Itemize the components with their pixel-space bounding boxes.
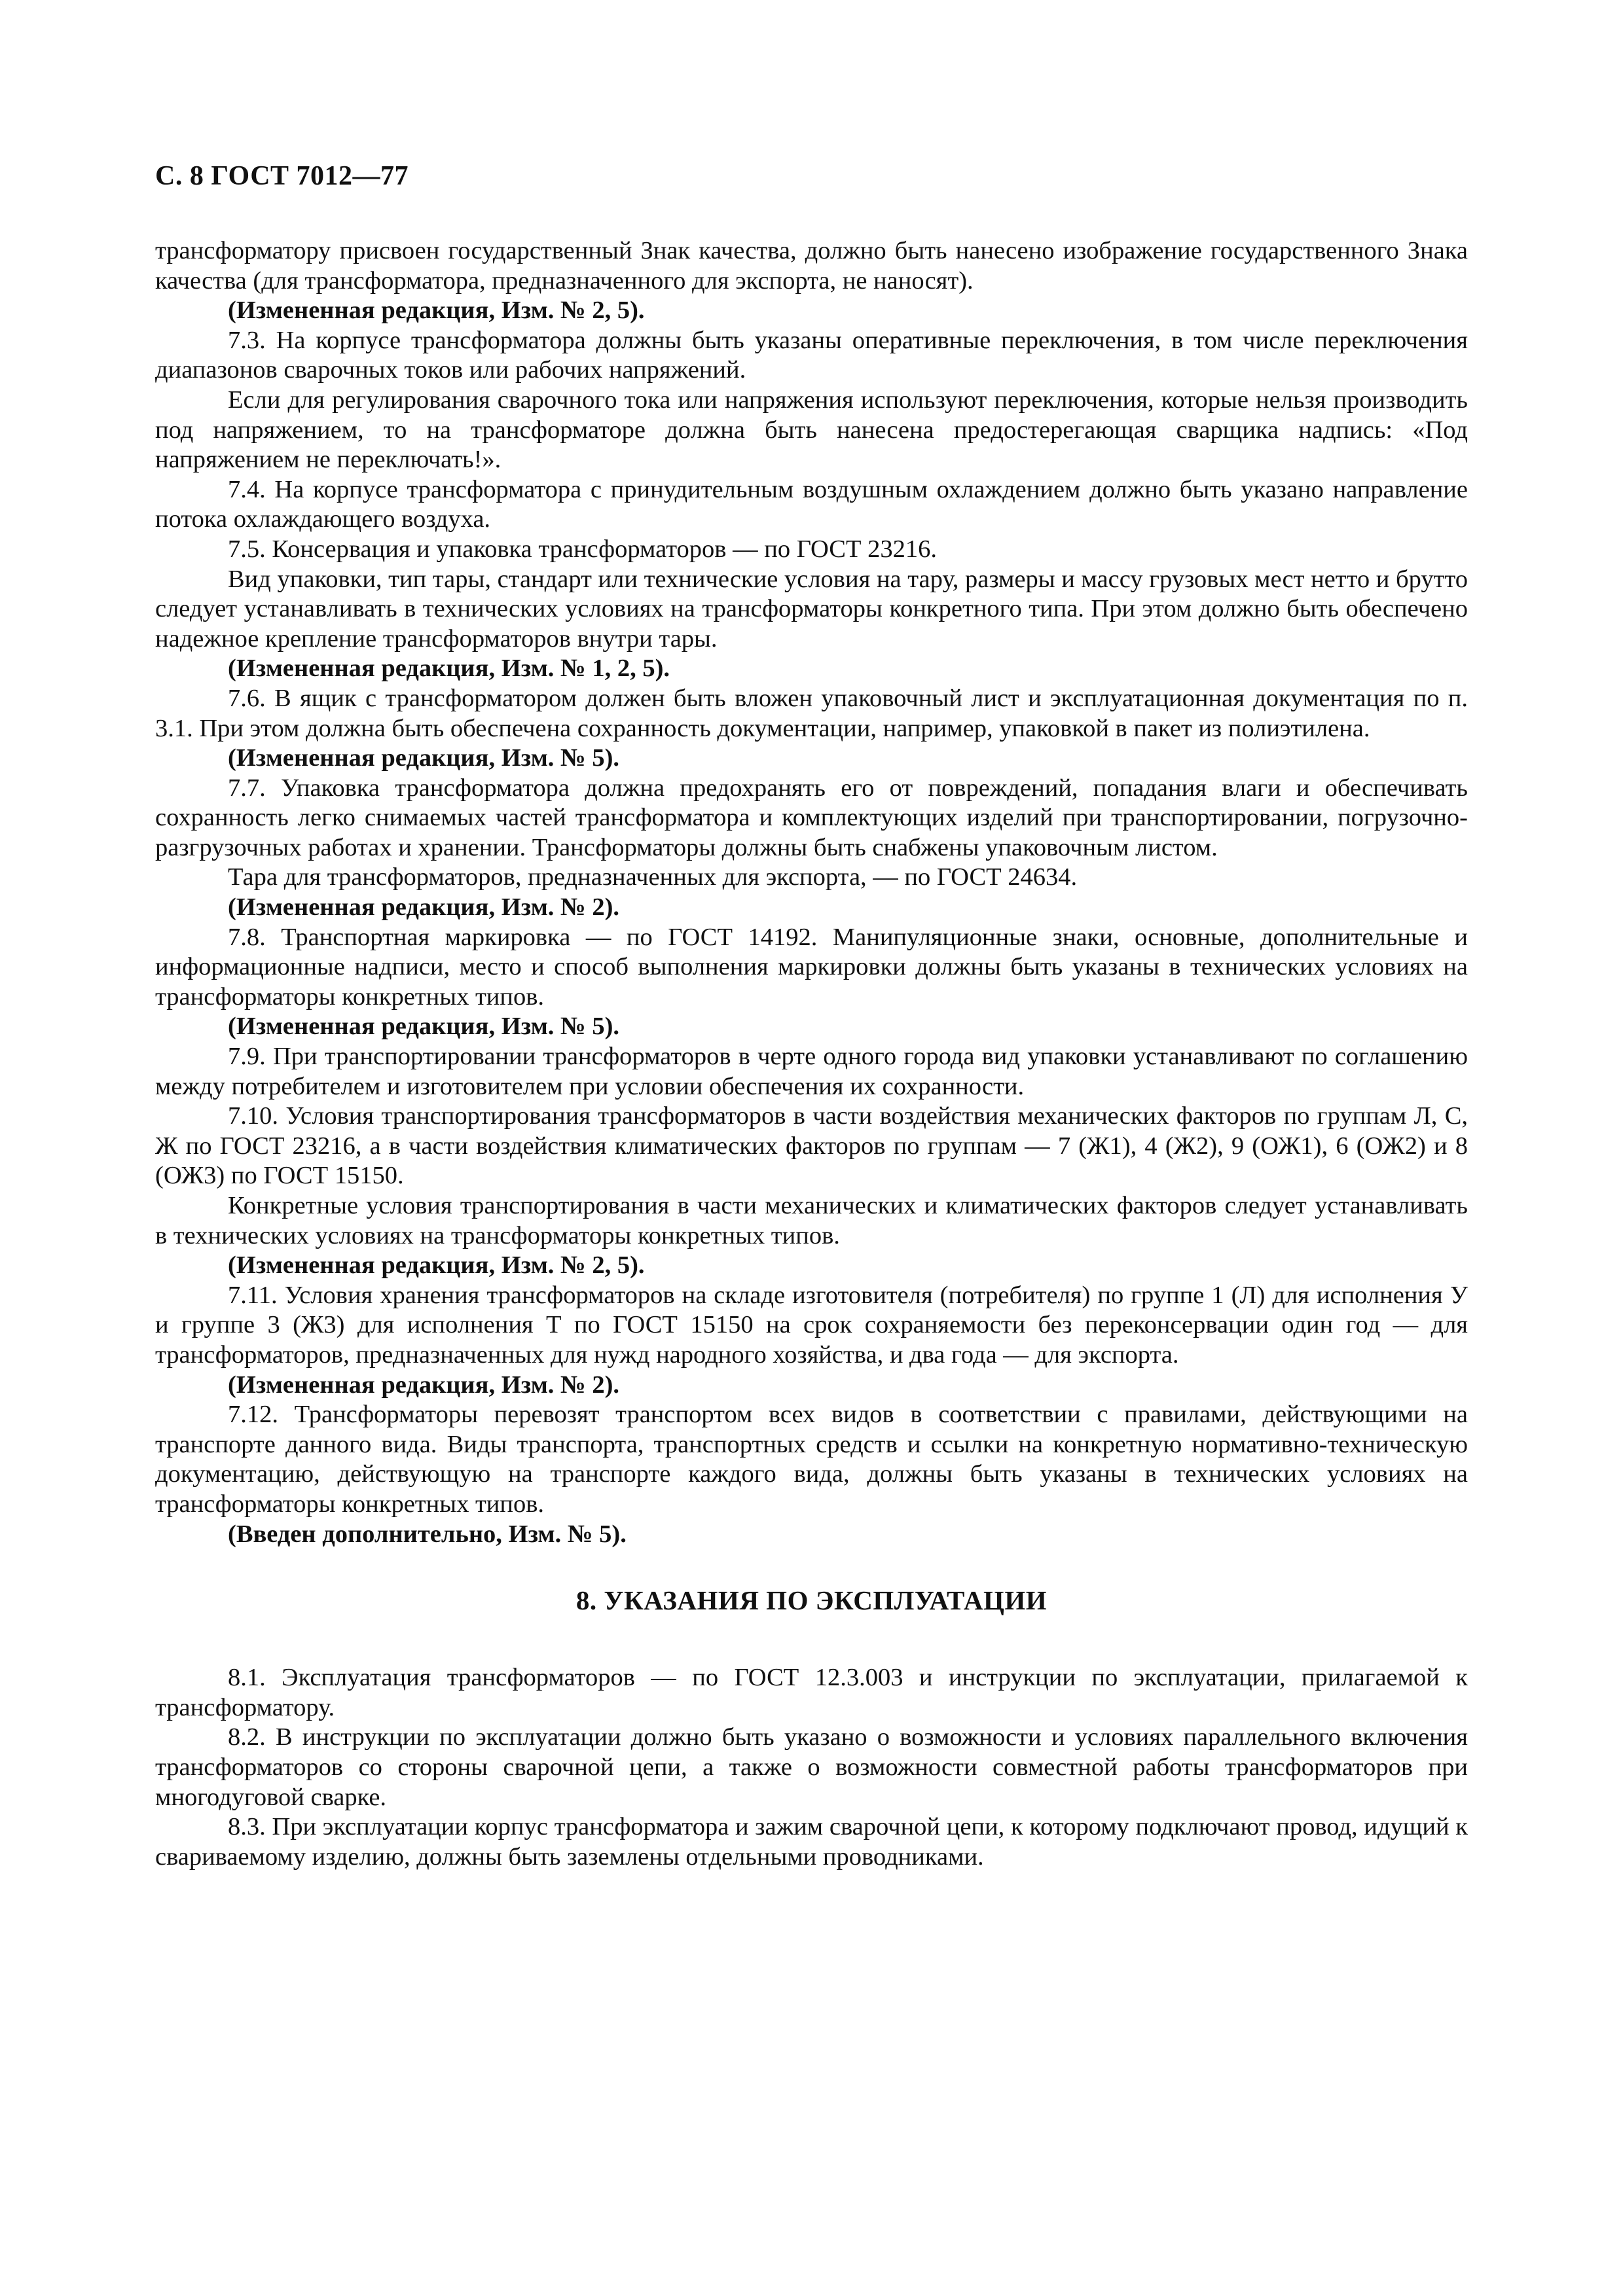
paragraph: Тара для трансформаторов, предназначенных для экспорта, — по ГОСТ 24634. — [228, 863, 1078, 891]
revision-note: (Измененная редакция, Изм. № 2, 5). — [228, 296, 645, 325]
paragraph: Конкретные условия транспортирования в части механических и климатических факторов следует устанавливать в технических условиях на трансформаторы конкретных типов. — [155, 1192, 1468, 1249]
paragraph: 7.4. На корпусе трансформатора с принудительным воздушным охлаждением должно быть указано направление потока охлаждающего воздуха. — [155, 475, 1468, 533]
paragraph: 7.6. В ящик с трансформатором должен быть вложен упаковочный лист и эксплуатационная документация по п. 3.1. При этом должна быть обеспечена сохранность документации, например, упаковкой в пакет из полиэтилена. — [155, 684, 1468, 742]
revision-note: (Измененная редакция, Изм. № 1, 2, 5). — [228, 655, 670, 683]
paragraph: 7.12. Трансформаторы перевозят транспортом всех видов в соответствии с правилами, действующими на транспорте данного вида. Виды транспорта, транспортных средств и ссылки на конкретную нормативно-техническую документацию, действующую на транспорте каждого вида, должны быть указаны в технических условиях на трансформаторы конкретных типов. — [155, 1401, 1468, 1518]
paragraph: 8.2. В инструкции по эксплуатации должно быть указано о возможности и условиях параллельного включения трансформаторов со стороны сварочной цепи, а также о возможности совместной работы трансформаторов при многодуговой сварке. — [155, 1723, 1468, 1811]
document-body — [155, 236, 1468, 1872]
paragraph: 7.5. Консервация и упаковка трансформаторов — по ГОСТ 23216. — [228, 535, 937, 563]
paragraph: 7.11. Условия хранения трансформаторов на складе изготовителя (потребителя) по группе 1 (Л) для исполнения У и группе 3 (Ж3) для исполнения Т по ГОСТ 15150 на срок сохраняемости без переконсервации один год — для трансформаторов, предназначенных для нужд народного хозяйства, и два года — для экспорта. — [155, 1281, 1468, 1369]
paragraph: трансформатору присвоен государственный Знак качества, должно быть нанесено изображение государственного Знака качества (для трансформатора, предназначенного для экспорта, не наносят). — [155, 237, 1468, 295]
revision-note: (Введен дополнительно, Изм. № 5). — [228, 1520, 627, 1548]
paragraph: 7.8. Транспортная маркировка — по ГОСТ 14192. Манипуляционные знаки, основные, дополнительные и информационные надписи, место и способ выполнения маркировки должны быть указаны в технических условиях на трансформаторы конкретных типов. — [155, 923, 1468, 1011]
paragraph: 7.7. Упаковка трансформатора должна предохранять его от повреждений, попадания влаги и обеспечивать сохранность легко снимаемых частей трансформатора и комплектующих изделий при транспортировании, погрузочно-разгрузочных работах и хранении. Трансформаторы должны быть снабжены упаковочным листом. — [155, 774, 1468, 861]
paragraph: Если для регулирования сварочного тока или напряжения используют переключения, которые нельзя производить под напряжением, то на трансформаторе должна быть нанесена предостерегающая сварщика надпись: «Под напряжением не переключать!». — [155, 386, 1468, 474]
paragraph: 8.1. Эксплуатация трансформаторов — по ГОСТ 12.3.003 и инструкции по эксплуатации, прилагаемой к трансформатору. — [155, 1664, 1468, 1721]
revision-note: (Измененная редакция, Изм. № 2, 5). — [228, 1251, 645, 1280]
paragraph: 7.10. Условия транспортирования трансформаторов в части воздействия механических факторов по группам Л, С, Ж по ГОСТ 23216, а в части воздействия климатических факторов по группам — 7 (Ж1), 4 (Ж2), 9 (ОЖ1), 6 (ОЖ2) и 8 (ОЖ3) по ГОСТ 15150. — [155, 1102, 1468, 1190]
paragraph: 8.3. При эксплуатации корпус трансформатора и зажим сварочной цепи, к которому подключают провод, идущий к свариваемому изделию, должны быть заземлены отдельными проводниками. — [155, 1813, 1468, 1871]
revision-note: (Измененная редакция, Изм. № 2). — [228, 1371, 620, 1399]
revision-note: (Измененная редакция, Изм. № 5). — [228, 744, 620, 772]
section-heading: 8. УКАЗАНИЯ ПО ЭКСПЛУАТАЦИИ — [575, 1585, 1048, 1616]
revision-note: (Измененная редакция, Изм. № 2). — [228, 893, 620, 922]
revision-note: (Измененная редакция, Изм. № 5). — [228, 1013, 620, 1041]
paragraph: 7.3. На корпусе трансформатора должны быть указаны оперативные переключения, в том числе переключения диапазонов сварочных токов или рабочих напряжений. — [155, 326, 1468, 384]
paragraph: 7.9. При транспортировании трансформаторов в черте одного города вид упаковки устанавливают по соглашению между потребителем и изготовителем при условии обеспечения их сохранности. — [155, 1043, 1468, 1100]
page-header: С. 8 ГОСТ 7012—77 — [155, 161, 409, 191]
paragraph: Вид упаковки, тип тары, стандарт или технические условия на тару, размеры и массу грузовых мест нетто и брутто следует устанавливать в технических условиях на трансформаторы конкретного типа. При этом должно быть обеспечено надежное крепление трансформаторов внутри тары. — [155, 565, 1468, 653]
